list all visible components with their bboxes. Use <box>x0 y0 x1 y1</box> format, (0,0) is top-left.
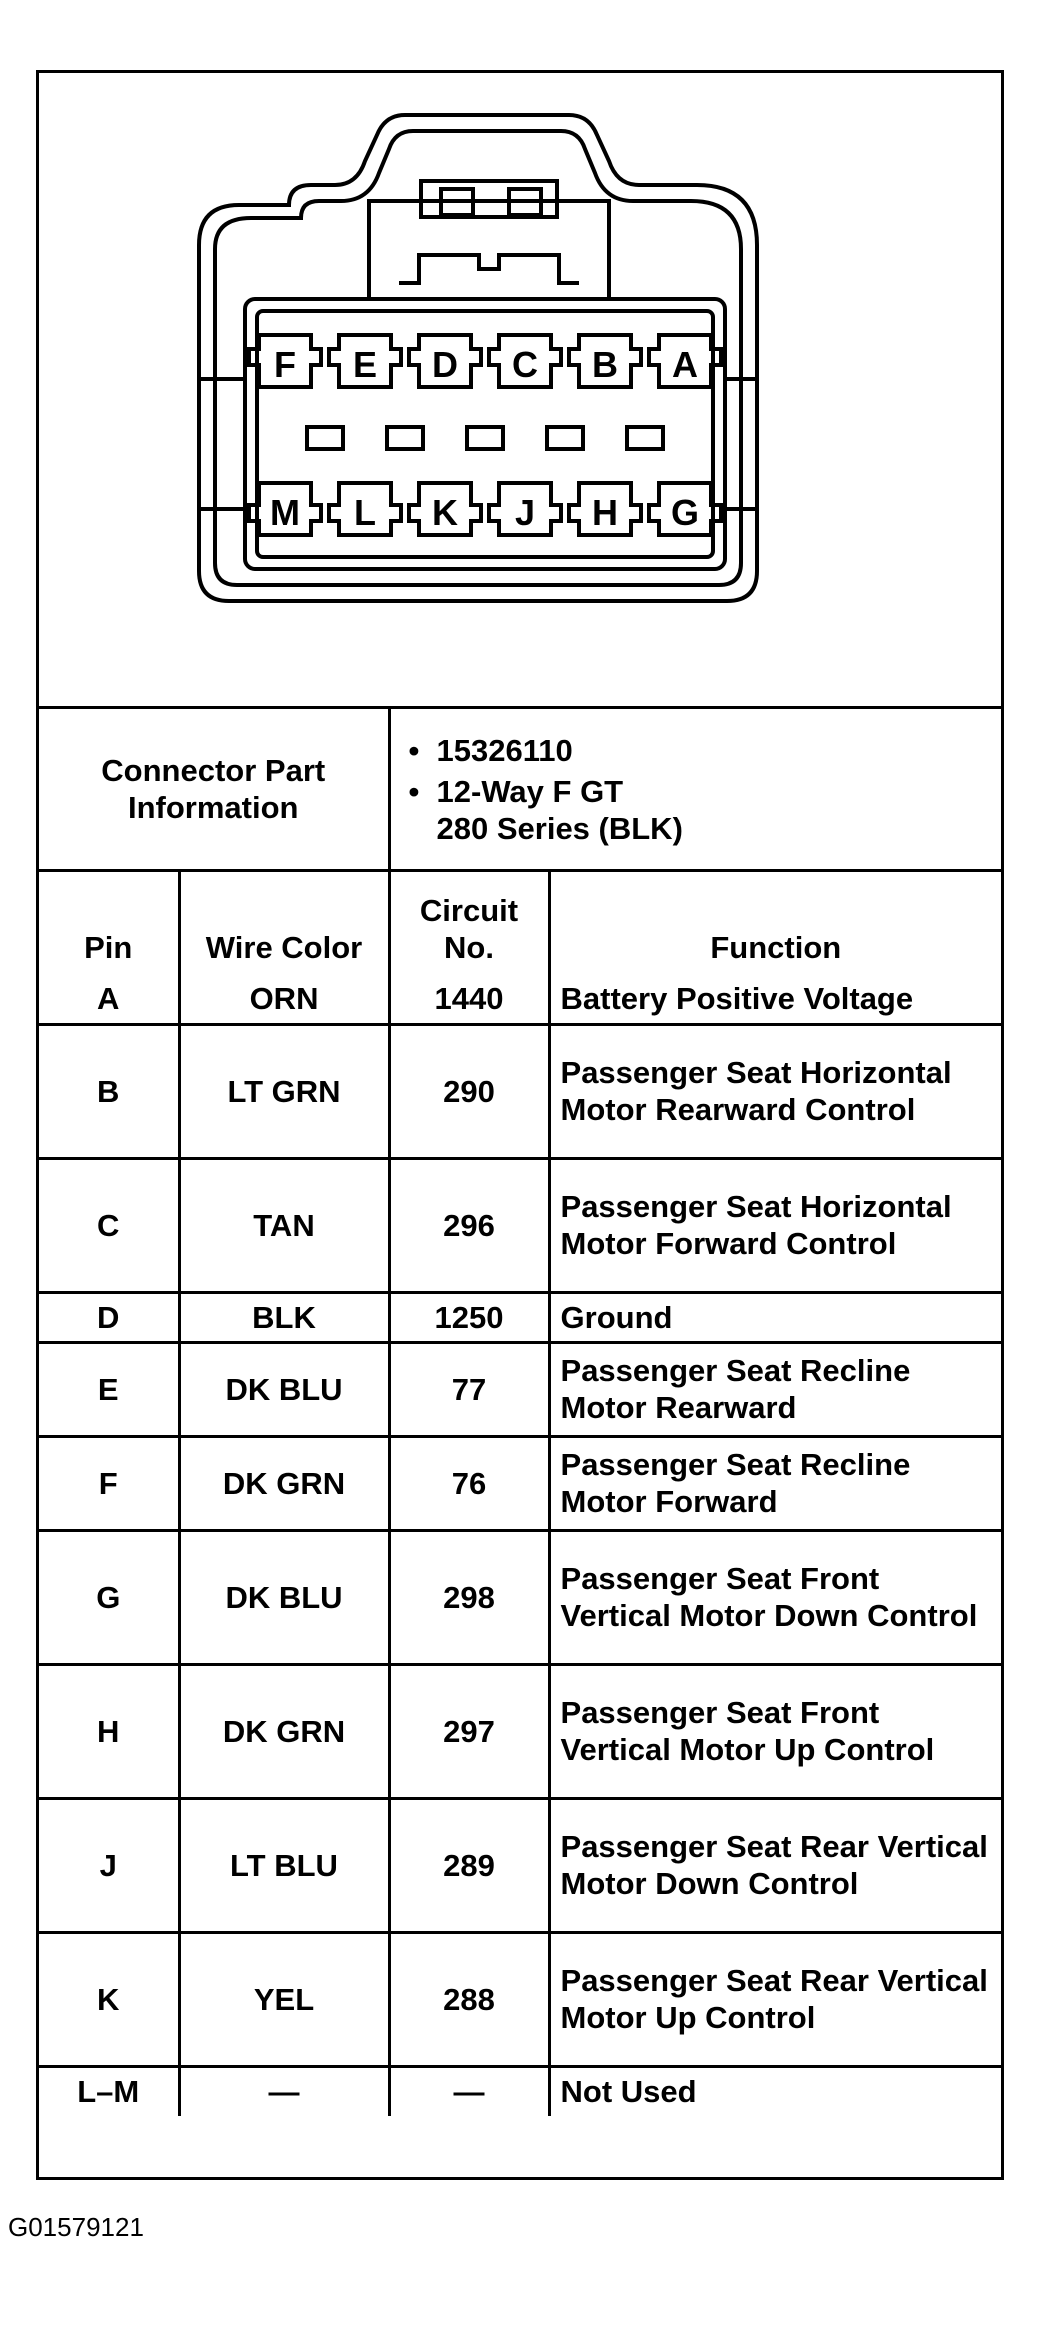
circuit-cell: 77 <box>389 1342 549 1436</box>
pin-cell: D <box>39 1292 179 1342</box>
pin-cell: E <box>39 1342 179 1436</box>
connector-part-info-row <box>39 709 1001 871</box>
pin-cell: L–M <box>39 2066 179 2116</box>
figure-id: G01579121 <box>8 2212 144 2242</box>
pin-cell: H <box>39 1664 179 1798</box>
connector-part-info-values <box>389 709 1001 871</box>
circuit-cell: 288 <box>389 1932 549 2066</box>
table-row <box>39 1932 1001 2066</box>
circuit-cell: 1440 <box>389 974 549 1024</box>
circuit-cell: 1250 <box>389 1292 549 1342</box>
wire-color-cell: BLK <box>179 1292 389 1342</box>
circuit-cell: 297 <box>389 1664 549 1798</box>
function-cell: Passenger Seat Front Vertical Motor Up Control <box>549 1664 1001 1798</box>
terminal-slot <box>307 427 343 449</box>
terminal-slot <box>627 427 663 449</box>
function-header: Function <box>549 871 1001 975</box>
pin-label-j: J <box>514 492 536 533</box>
table-row <box>39 1530 1001 1664</box>
table-row <box>39 1292 1001 1342</box>
wire-color-cell: YEL <box>179 1932 389 2066</box>
pin-label-h: H <box>592 492 618 533</box>
pin-cavity-j <box>489 483 561 535</box>
function-cell: Passenger Seat Recline Motor Rearward <box>549 1342 1001 1436</box>
pin-cell: B <box>39 1024 179 1158</box>
circuit-cell: 298 <box>389 1530 549 1664</box>
pin-label-g: G <box>670 492 700 533</box>
table-row <box>39 1342 1001 1436</box>
connector-figure <box>36 70 1004 2180</box>
table-row <box>39 2066 1001 2116</box>
wire-color-cell: — <box>179 2066 389 2116</box>
latch-detail <box>399 255 579 283</box>
pin-label-k: K <box>432 492 458 533</box>
table-row <box>39 1158 1001 1292</box>
terminal-slot <box>387 427 423 449</box>
pin-cell: G <box>39 1530 179 1664</box>
terminal-slot <box>467 427 503 449</box>
table-row <box>39 1024 1001 1158</box>
function-cell: Not Used <box>549 2066 1001 2116</box>
wire-color-cell: DK GRN <box>179 1664 389 1798</box>
pin-cavity-b <box>569 335 641 387</box>
pin-cavity-h <box>569 483 641 535</box>
circuit-cell: — <box>389 2066 549 2116</box>
pin-cell: C <box>39 1158 179 1292</box>
pin-cell: A <box>39 974 179 1024</box>
pin-label-d: D <box>432 344 458 385</box>
pin-label-m: M <box>270 492 300 533</box>
part-number: • 15326110 <box>401 732 992 769</box>
terminal-slot <box>547 427 583 449</box>
pin-cavity-m <box>249 483 321 535</box>
table-header-row <box>39 871 1001 975</box>
pin-cavity-k <box>409 483 481 535</box>
pin-cavity-f <box>249 335 321 387</box>
function-cell: Passenger Seat Horizontal Motor Forward Control <box>549 1158 1001 1292</box>
wire-color-cell: LT BLU <box>179 1798 389 1932</box>
pin-cell: F <box>39 1436 179 1530</box>
circuit-cell: 296 <box>389 1158 549 1292</box>
function-cell: Passenger Seat Rear Vertical Motor Up Control <box>549 1932 1001 2066</box>
pin-cell: J <box>39 1798 179 1932</box>
connector-part-info-label: Connector Part Information <box>39 709 389 871</box>
function-cell: Passenger Seat Rear Vertical Motor Down Control <box>549 1798 1001 1932</box>
table-row <box>39 1798 1001 1932</box>
wire-color-cell: DK BLU <box>179 1342 389 1436</box>
pin-label-c: C <box>512 344 538 385</box>
circuit-cell: 290 <box>389 1024 549 1158</box>
function-cell: Passenger Seat Horizontal Motor Rearward Control <box>549 1024 1001 1158</box>
pin-header: Pin <box>39 871 179 975</box>
function-cell: Passenger Seat Recline Motor Forward <box>549 1436 1001 1530</box>
connector-face-view <box>39 73 1001 706</box>
connector-diagram <box>39 73 1001 709</box>
connector-table <box>39 709 1001 2116</box>
table-row <box>39 1436 1001 1530</box>
function-cell: Ground <box>549 1292 1001 1342</box>
wire-color-header: Wire Color <box>179 871 389 975</box>
circuit-cell: 289 <box>389 1798 549 1932</box>
wire-color-cell: DK GRN <box>179 1436 389 1530</box>
pin-label-b: B <box>592 344 618 385</box>
table-row <box>39 974 1001 1024</box>
pin-cavity-insert-inner <box>257 311 713 557</box>
wire-color-cell: DK BLU <box>179 1530 389 1664</box>
wire-color-cell: LT GRN <box>179 1024 389 1158</box>
pin-cell: K <box>39 1932 179 2066</box>
table-row <box>39 1664 1001 1798</box>
pin-cavity-g <box>649 483 721 535</box>
pin-label-f: F <box>274 344 296 385</box>
pin-cavity-l <box>329 483 401 535</box>
function-cell: Passenger Seat Front Vertical Motor Down Control <box>549 1530 1001 1664</box>
circuit-cell: 76 <box>389 1436 549 1530</box>
part-description: • 12-Way F GT 280 Series (BLK) <box>401 773 992 847</box>
wire-color-cell: TAN <box>179 1158 389 1292</box>
pin-cavity-insert <box>245 299 725 569</box>
pin-cavity-d <box>409 335 481 387</box>
pin-label-e: E <box>352 344 378 385</box>
function-cell: Battery Positive Voltage <box>549 974 1001 1024</box>
pin-cavity-a <box>649 335 721 387</box>
circuit-no-header: Circuit No. <box>389 871 549 975</box>
pin-label-a: A <box>672 344 698 385</box>
pin-cavity-c <box>489 335 561 387</box>
pin-cavity-e <box>329 335 401 387</box>
pin-label-l: L <box>354 492 376 533</box>
wire-color-cell: ORN <box>179 974 389 1024</box>
